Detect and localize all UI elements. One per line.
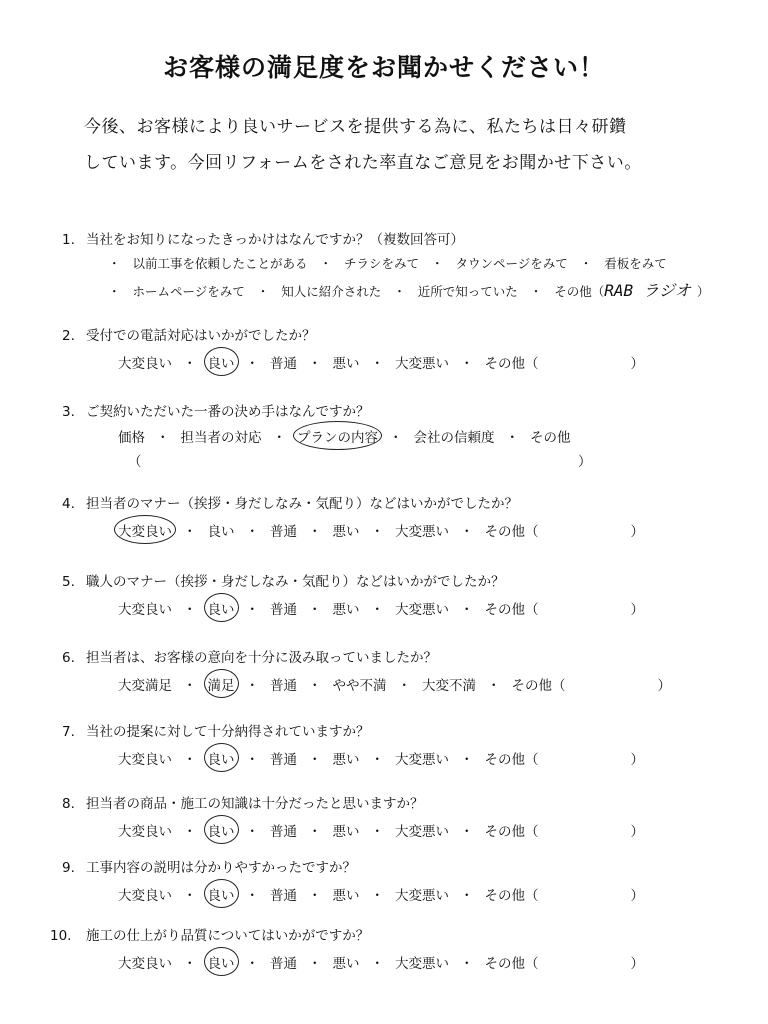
question-4 [62, 492, 518, 512]
option[interactable]: その他（ [484, 524, 539, 540]
separator: ・ [460, 956, 474, 972]
option[interactable]: 大変悪い [395, 356, 449, 372]
separator: ・ [370, 752, 384, 768]
separator: ・ [183, 824, 197, 840]
option[interactable]: 大変悪い [395, 524, 449, 540]
option[interactable]: 大変良い [118, 752, 172, 768]
separator: ・ [460, 824, 474, 840]
other-close-paren: ） [630, 524, 644, 540]
other-close-paren: ） [657, 678, 671, 694]
separator: ・ [505, 430, 519, 446]
q6-options [118, 674, 671, 694]
question-number: 2. [62, 328, 75, 344]
separator: ・ [183, 524, 197, 540]
option[interactable]: その他（ [484, 356, 539, 372]
option[interactable]: 大変良い [118, 888, 172, 904]
option-selected[interactable]: 大変良い [118, 520, 172, 540]
question-number: 9. [62, 860, 75, 876]
question-text: ご契約いただいた一番の決め手はなんですか？ [86, 404, 370, 420]
separator: ・ [370, 524, 384, 540]
question-number: 3. [62, 404, 75, 420]
option[interactable]: 大変不満 [422, 678, 476, 694]
question-number: 5. [62, 574, 75, 590]
question-6 [62, 646, 437, 666]
question-number: 10. [50, 928, 72, 944]
separator: ・ [183, 356, 197, 372]
q9-options [118, 884, 644, 904]
separator: ・ [460, 888, 474, 904]
separator: ・ [272, 430, 286, 446]
option[interactable]: 悪い [332, 752, 360, 768]
option[interactable]: 以前工事を依頼したことがある [132, 256, 308, 271]
separator: ・ [308, 888, 322, 904]
option-selected[interactable]: 良い [208, 884, 235, 904]
separator: ・ [308, 956, 322, 972]
option[interactable]: タウンページをみて [455, 256, 568, 271]
option[interactable]: 悪い [332, 524, 360, 540]
option[interactable]: 大変悪い [395, 602, 449, 618]
option-selected[interactable]: プランの内容 [297, 426, 378, 446]
option[interactable]: 大変悪い [395, 888, 449, 904]
option[interactable]: 大変満足 [118, 678, 172, 694]
q10-options [118, 952, 644, 972]
question-text: 工事内容の説明は分かりやすかったですか？ [86, 860, 356, 876]
separator: ・ [245, 824, 259, 840]
option[interactable]: その他（ [484, 888, 539, 904]
separator: ・ [460, 524, 474, 540]
question-3 [62, 400, 370, 420]
option[interactable]: 悪い [332, 356, 360, 372]
separator: ・ [245, 356, 259, 372]
separator: ・ [460, 602, 474, 618]
other-close-paren: ） [630, 956, 644, 972]
option[interactable]: 普通 [270, 956, 297, 972]
page-title: お客様の満足度をお聞かせください！ [162, 53, 605, 82]
separator: ・ [308, 678, 322, 694]
separator: ・ [308, 752, 322, 768]
q5-options [118, 598, 644, 618]
option[interactable]: 悪い [332, 956, 360, 972]
option-selected[interactable]: 良い [208, 748, 235, 768]
separator: ・ [460, 356, 474, 372]
other-close-paren: ） [630, 752, 644, 768]
separator: ・ [183, 956, 197, 972]
question-text: 担当者のマナー（挨拶・身だしなみ・気配り）などはいかがでしたか？ [86, 496, 518, 512]
separator: ・ [183, 602, 197, 618]
q2-options [118, 352, 644, 372]
question-number: 4. [62, 496, 75, 512]
option[interactable]: 普通 [270, 678, 297, 694]
question-2 [62, 324, 316, 344]
question-text: 担当者の商品・施工の知識は十分だったと思いますか？ [86, 796, 424, 812]
option[interactable]: 看板をみて [604, 256, 667, 271]
question-5 [62, 570, 505, 590]
option[interactable]: 大変悪い [395, 824, 449, 840]
option-selected[interactable]: 良い [208, 952, 235, 972]
separator: ・ [308, 602, 322, 618]
q7-options [118, 748, 644, 768]
question-10 [50, 924, 369, 944]
option[interactable]: ホームページをみて [132, 284, 245, 299]
separator: ・ [370, 956, 384, 972]
question-number: 6. [62, 650, 75, 666]
option[interactable]: 大変良い [118, 356, 172, 372]
other-close-paren: ） [630, 824, 644, 840]
intro-line-2: しています。今回リフォームをされた率直なご意見をお聞かせ下さい。 [84, 153, 642, 173]
option[interactable]: 近所で知っていた [417, 284, 518, 299]
question-number: 8. [62, 796, 75, 812]
question-text: 職人のマナー（挨拶・身だしなみ・気配り）などはいかがでしたか？ [86, 574, 505, 590]
separator: ・ [370, 356, 384, 372]
option[interactable]: 担当者の対応 [180, 430, 262, 446]
q1-options-row-1: ・ 以前工事を依頼したことがある ・ チラシをみて ・ タウンページをみて ・ 看板をみて [108, 256, 667, 271]
question-text: 受付での電話対応はいかがでしたか？ [86, 328, 316, 344]
separator: ・ [245, 602, 259, 618]
intro-line-1: 今後、お客様により良いサービスを提供する為に、私たちは日々研鑽 [84, 117, 627, 137]
other-close-paren: ） [630, 356, 644, 372]
option[interactable]: やや不満 [332, 678, 387, 694]
option[interactable]: 大変良い [118, 602, 172, 618]
question-text: 施工の仕上がり品質についてはいかがですか？ [86, 928, 370, 944]
separator: ・ [245, 956, 259, 972]
separator: ・ [308, 824, 322, 840]
option[interactable]: 大変良い [118, 956, 172, 972]
separator: ・ [183, 752, 197, 768]
question-text: 当社の提案に対して十分納得されていますか？ [86, 724, 370, 740]
option[interactable]: その他（ [511, 678, 566, 694]
option-selected[interactable]: 良い [208, 598, 235, 618]
option[interactable]: その他（ [484, 602, 539, 618]
question-number: 7. [62, 724, 75, 740]
separator: ・ [460, 752, 474, 768]
q3-paren-close: ） [578, 454, 592, 470]
option[interactable]: チラシをみて [344, 256, 420, 271]
option-selected[interactable]: 良い [208, 352, 235, 372]
separator: ・ [487, 678, 501, 694]
option[interactable]: 悪い [332, 824, 360, 840]
separator: ・ [370, 602, 384, 618]
option-other[interactable]: その他 [554, 284, 592, 299]
option[interactable]: 価格 [118, 430, 145, 446]
separator: ・ [308, 356, 322, 372]
option[interactable]: 普通 [270, 356, 297, 372]
option[interactable]: その他（ [484, 824, 539, 840]
option-selected[interactable]: 良い [208, 820, 235, 840]
separator: ・ [245, 752, 259, 768]
option[interactable]: 普通 [270, 602, 297, 618]
option[interactable]: 大変悪い [395, 752, 449, 768]
question-1 [62, 228, 464, 248]
option[interactable]: 普通 [270, 888, 297, 904]
separator: ・ [308, 524, 322, 540]
option[interactable]: 悪い [332, 602, 360, 618]
other-close-paren: ） [630, 888, 644, 904]
option[interactable]: その他（ [484, 752, 539, 768]
separator: ・ [183, 678, 197, 694]
q8-options [118, 820, 644, 840]
option[interactable]: 良い [207, 524, 235, 540]
handwritten-answer: RAB ラジオ [604, 281, 691, 300]
option[interactable]: 悪い [332, 888, 360, 904]
question-8 [62, 792, 424, 812]
question-7 [62, 720, 370, 740]
q3-options [118, 426, 571, 446]
q3-paren-open: （ [128, 454, 142, 470]
question-text: 担当者は、お客様の意向を十分に汲み取っていましたか？ [86, 650, 437, 666]
separator: ・ [370, 888, 384, 904]
q4-options [118, 520, 644, 540]
separator: ・ [183, 888, 197, 904]
question-number: 1. [62, 232, 75, 248]
option[interactable]: 知人に紹介された [281, 284, 382, 299]
q1-options-row-2: ・ ホームページをみて ・ 知人に紹介された ・ 近所で知っていた ・ その他（RAB ラジオ ） [108, 281, 710, 300]
separator: ・ [245, 678, 259, 694]
option[interactable]: その他（ [484, 956, 539, 972]
option[interactable]: 大変悪い [395, 956, 449, 972]
option[interactable]: 普通 [270, 824, 297, 840]
other-close-paren: ） [630, 602, 644, 618]
option[interactable]: その他 [530, 430, 571, 446]
separator: ・ [245, 524, 259, 540]
separator: ・ [370, 824, 384, 840]
option-selected[interactable]: 満足 [208, 674, 235, 694]
separator: ・ [397, 678, 411, 694]
separator: ・ [245, 888, 259, 904]
question-9 [62, 856, 356, 876]
question-text: 当社をお知りになったきっかけはなんですか？（複数回答可） [86, 232, 464, 248]
separator: ・ [389, 430, 403, 446]
option[interactable]: 大変良い [118, 824, 172, 840]
option[interactable]: 会社の信頼度 [413, 430, 495, 446]
option[interactable]: 普通 [270, 524, 297, 540]
separator: ・ [156, 430, 170, 446]
option[interactable]: 普通 [270, 752, 297, 768]
